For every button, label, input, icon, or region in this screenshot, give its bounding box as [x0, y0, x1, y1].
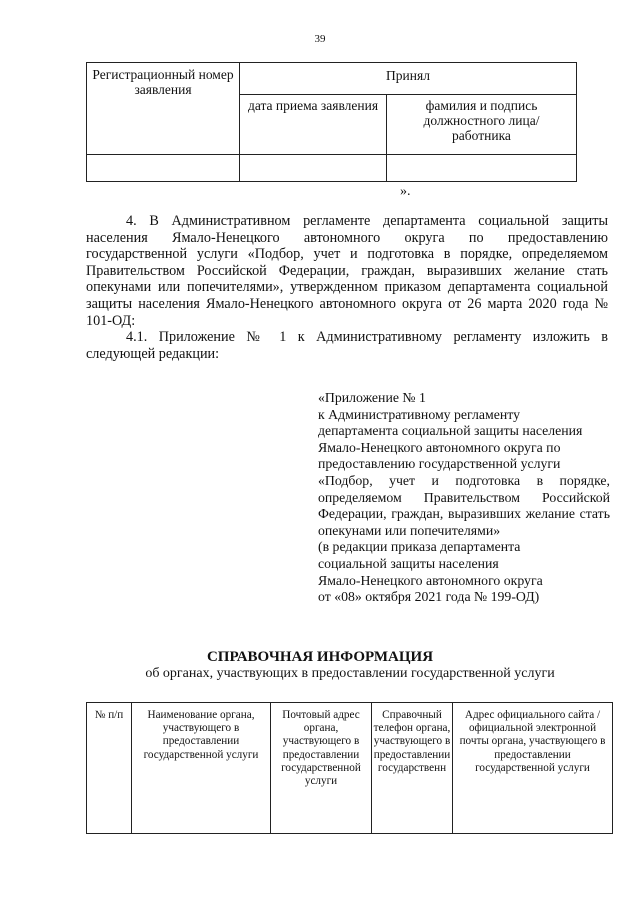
appendix-line: социальной защиты населения — [318, 555, 499, 571]
col-website-header: Адрес официального сайта /официальной электронной почты органа, участвующего в предоставлении государственной услуги — [453, 703, 613, 834]
empty-cell — [387, 155, 577, 182]
paragraph-4: 4. В Административном регламенте департамента социальной защиты населения Ямало-Ненецкого автономного округа по предоставлению государственной услуги «Подбор, учет и подготовка в порядке, определяемом Правительством Российской Федерации, граждан, выразивших желание стать опекунами или попечителями», утвержденном приказом департамента социальной защиты населения Ямало-Ненецкого автономного округа от 26 марта 2020 года № 101-ОД: — [86, 213, 608, 329]
appendix-line: «Приложение № 1 — [318, 390, 426, 405]
appendix-line: предоставлению государственной услуги — [318, 456, 561, 472]
col-number-header: № п/п — [87, 703, 132, 834]
col-phone-header: Справочный телефон органа, участвующего в предоставлении государственн — [372, 703, 453, 834]
registration-table — [86, 62, 577, 182]
appendix-header — [318, 390, 610, 606]
section-4 — [86, 213, 608, 362]
appendix-service-name: «Подбор, учет и подготовка в порядке, определяемом Правительством Российской Федерации, граждан, выразивших желание стать опекунами или попечителями» — [318, 472, 610, 538]
appendix-line: Ямало-Ненецкого автономного округа по — [318, 439, 561, 455]
page-number: 39 — [314, 33, 326, 45]
appendix-line: департамента социальной защиты населения — [318, 423, 583, 439]
appendix-line: (в редакции приказа департамента — [318, 539, 521, 555]
empty-cell — [87, 155, 240, 182]
date-header: дата приема заявления — [240, 95, 387, 155]
appendix-line: от «08» октября 2021 года № 199-ОД) — [318, 589, 540, 605]
closing-quote: ». — [400, 184, 411, 199]
official-name-header: фамилия и подпись должностного лица/работника — [387, 95, 577, 155]
appendix-line: к Административному регламенту — [318, 406, 521, 422]
col-organ-name-header: Наименование органа, участвующего в предоставлении государственной услуги — [132, 703, 271, 834]
appendix-line: Ямало-Ненецкого автономного округа — [318, 572, 543, 588]
empty-cell — [240, 155, 387, 182]
paragraph-4-1: 4.1. Приложение № 1 к Административному регламенту изложить в следующей редакции: — [86, 329, 608, 362]
info-title: СПРАВОЧНАЯ ИНФОРМАЦИЯ — [206, 649, 434, 665]
reg-number-header: Регистрационный номер заявления — [87, 63, 240, 155]
accepted-header: Принял — [240, 63, 577, 95]
info-table — [86, 702, 613, 834]
col-postal-address-header: Почтовый адрес органа, участвующего в предоставлении государственной услуги — [271, 703, 372, 834]
info-subtitle: об органах, участвующих в предоставлении государственной услуги — [145, 666, 555, 681]
